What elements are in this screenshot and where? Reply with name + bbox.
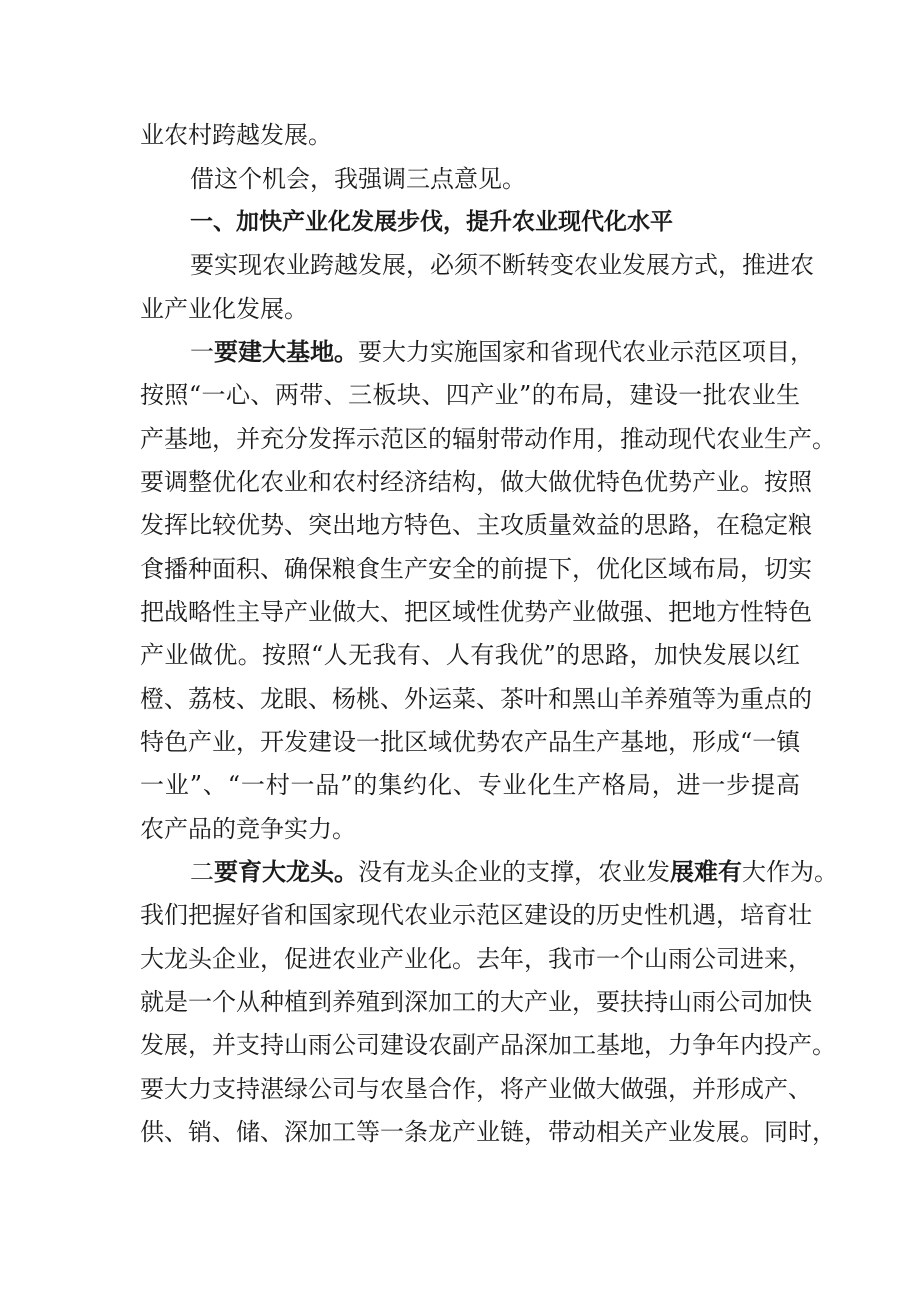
paragraph-line: 我们把握好省和国家现代农业示范区建设的历史性机遇，培育壮 xyxy=(140,901,812,929)
paragraph-line: 要实现农业跨越发展，必须不断转变农业发展方式，推进农 xyxy=(190,251,814,279)
item-two-title: 要育大龙头。 xyxy=(214,857,358,886)
paragraph-line: 农产品的竞争实力。 xyxy=(140,815,356,843)
paragraph-line: 把战略性主导产业做大、把区域性优势产业做强、把地方性特色 xyxy=(140,598,812,626)
paragraph-line: 要调整优化农业和农村经济结构，做大做优特色优势产业。按照 xyxy=(140,468,812,496)
paragraph-line: 特色产业，开发建设一批区域优势农产品生产基地，形成“一镇 xyxy=(140,728,801,756)
paragraph-line: 供、销、储、深加工等一条龙产业链，带动相关产业发展。同时， xyxy=(140,1118,836,1146)
paragraph-line: 大龙头企业，促进农业产业化。去年，我市一个山雨公司进来， xyxy=(140,945,812,973)
item-two-number: 二 xyxy=(190,858,214,886)
paragraph-line: 发挥比较优势、突出地方特色、主攻质量效益的思路，在稳定粮 xyxy=(140,511,812,539)
paragraph-line: 产基地，并充分发挥示范区的辐射带动作用，推动现代农业生产。 xyxy=(140,425,836,453)
paragraph-line: 要大力支持湛绿公司与农垦合作，将产业做大做强，并形成产、 xyxy=(140,1075,812,1103)
item-one-number: 一 xyxy=(190,338,214,366)
paragraph-line: 业产业化发展。 xyxy=(140,295,308,323)
paragraph-line: 按照“一心、两带、三板块、四产业”的布局，建设一批农业生 xyxy=(140,381,800,409)
paragraph-line: 业农村跨越发展。 xyxy=(140,121,332,149)
paragraph-text: 大作为。 xyxy=(742,858,838,886)
bold-phrase: 展难有 xyxy=(670,857,742,886)
paragraph-text: 没有龙头企业的支撑，农业发 xyxy=(358,858,670,886)
paragraph-line: 橙、荔枝、龙眼、杨桃、外运菜、茶叶和黑山羊养殖等为重点的 xyxy=(140,685,812,713)
item-one-first-line xyxy=(190,330,814,374)
paragraph-line: 就是一个从种植到养殖到深加工的大产业，要扶持山雨公司加快 xyxy=(140,988,812,1016)
paragraph-line: 产业做优。按照“人无我有、人有我优”的思路，加快发展以红 xyxy=(140,641,800,669)
item-two-first-line xyxy=(190,850,838,894)
section-heading: 一、加快产业化发展步伐，提升农业现代化水平 xyxy=(190,209,673,235)
paragraph-line: 一业”、“一村一品”的集约化、专业化生产格局，进一步提高 xyxy=(140,771,800,799)
paragraph-text: 要大力实施国家和省现代农业示范区项目， xyxy=(358,338,814,366)
paragraph-line: 借这个机会，我强调三点意见。 xyxy=(190,165,526,193)
paragraph-line: 发展，并支持山雨公司建设农副产品深加工基地，力争年内投产。 xyxy=(140,1031,836,1059)
paragraph-line: 食播种面积、确保粮食生产安全的前提下，优化区域布局，切实 xyxy=(140,555,812,583)
item-one-title: 要建大基地。 xyxy=(214,337,358,366)
